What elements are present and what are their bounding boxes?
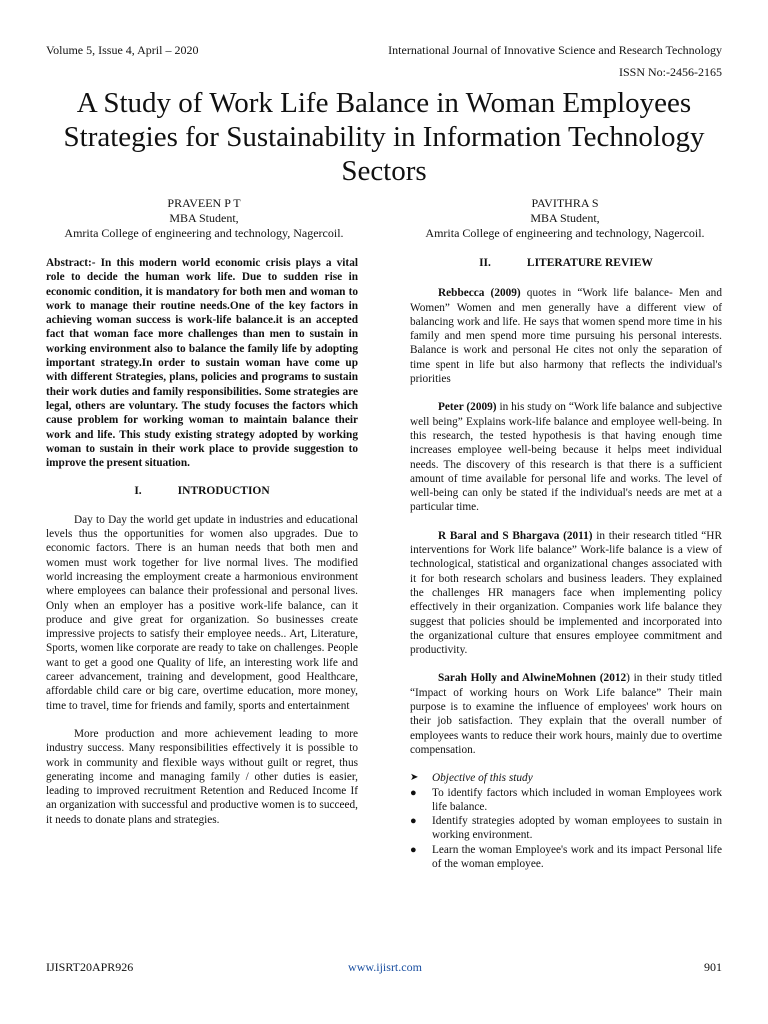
reference-author: Peter (2009) xyxy=(438,401,497,414)
right-column xyxy=(410,256,722,871)
page-number: 901 xyxy=(704,960,722,974)
literature-paragraph xyxy=(410,529,722,658)
bullet-icon: ● xyxy=(410,786,417,799)
section-number: I. xyxy=(134,485,142,498)
intro-paragraph-1: Day to Day the world get update in industries and educational levels thus the opportunities for women also upgrades. Due to economic factors. There is an human needs that both men and women must work together for live normal lives. The modified world increasing the employment create a harmonious environment where employees can balance their professional and personal lives. Only when an employer has a positive work-life balance, can it produce and give great for organization. So businesses create impressive projects to satisfy their employee needs.. Art, Literature, Sports, women like corporate are ready to take on challenges. People want to get a good one Quality of life, an interesting work life and career advancement, training and development, good Healthcare, affordable child care or big care, overtime education, more money, time to travel, time for friends and family, sports and entertainment xyxy=(46,513,358,712)
arrow-bullet-icon: ➤ xyxy=(410,772,419,784)
literature-paragraph xyxy=(410,671,722,757)
bullet-icon: ● xyxy=(410,843,417,856)
author-block-2 xyxy=(406,196,724,241)
objective-list xyxy=(410,786,722,872)
author-role: MBA Student, xyxy=(530,211,600,225)
literature-paragraph xyxy=(410,286,722,386)
author-affiliation: Amrita College of engineering and technology, Nagercoil. xyxy=(64,226,344,240)
objective-heading xyxy=(410,771,722,785)
list-item xyxy=(410,814,722,843)
section-number: II. xyxy=(479,257,491,269)
journal-url-link[interactable]: www.ijisrt.com xyxy=(348,960,422,974)
literature-paragraph xyxy=(410,400,722,514)
paper-title: A Study of Work Life Balance in Woman Employees Strategies for Sustainability in Information Technology Sectors xyxy=(63,87,705,187)
reference-text: ) in their study titled “Impact of working hours on Work Life balance” Their main purpose is to examine the influence of employees' work hours on their job satisfaction. They explain that the overall number of employees wants to reduce their work hours, mainly due to overtime compensation. xyxy=(410,672,723,756)
abstract: Abstract:- In this modern world economic crisis plays a vital role to decide the human work life. Due to sudden rise in economic condition, it is mandatory for both men and woman to work to manage their routine needs.One of the key factors in achieving woman success is work-life balance.it is an accepted fact that woman face more challenges than men to sustain in working environment also to balance the family life by adopting important strategy.In order to sustain woman have come up with different Strategies, plans, policies and programs to sustain their work duties and family responsibilities. Some strategies are legal, others are voluntary. The study focuses the factors which cause problem for working woman to maintain balance their work and life. This study existing strategy adopted by working woman to sustain in their work place to provide suggestion to improve the present situation. xyxy=(46,257,358,470)
objective-heading-text: Objective of this study xyxy=(432,772,533,785)
list-item-text: Learn the woman Employee's work and its impact Personal life of the woman employee. xyxy=(432,843,722,870)
list-item-text: Identify strategies adopted by woman employees to sustain in working environment. xyxy=(432,815,722,842)
reference-author: Rebbecca (2009) xyxy=(438,287,521,300)
author-affiliation: Amrita College of engineering and technology, Nagercoil. xyxy=(425,226,705,240)
section-heading-introduction xyxy=(46,484,358,498)
reference-text: quotes in “Work life balance- Men and Women” Women and men generally have a different view of balancing work and life. He says that women spend more time in his family and men spend more time pursuing his personal interests. Balance is work and personal He cites not only the separation of time spent in life but also harmony that reflects the individual's priorities xyxy=(410,287,722,386)
author-name: PAVITHRA S xyxy=(531,196,599,210)
list-item xyxy=(410,843,722,872)
reference-text: in his study on “Work life balance and subjective well being” Explains work-life balance and employee well-being. In this research, the tested hypothesis is that having enough time increases employee well-being because it helps meet individual needs. The discovery of this research is that there is a sufficient amount of time available for personal life and works. The level of well-being can only be stated if the individual's needs are met at a particular time. xyxy=(410,401,723,514)
journal-name: International Journal of Innovative Science and Research Technology xyxy=(388,43,722,57)
reference-text: in their research titled “HR interventions for Work life balance” Work-life balance is a view of technological, statistical and organizational changes associated with it for both research scholars and business leaders. They explained the challenges HR managers face when implementing policy effectively in their organization. Companies work life balance they suggest that policies should be implemented and incorporated into the organizational culture that ensures employee commitment and productivity. xyxy=(410,529,722,657)
author-role: MBA Student, xyxy=(169,211,239,225)
section-title: LITERATURE REVIEW xyxy=(526,257,653,269)
author-block-1 xyxy=(44,196,364,241)
left-column xyxy=(46,256,358,827)
journal-issn: ISSN No:-2456-2165 xyxy=(618,65,722,79)
reference-author: Sarah Holly and AlwineMohnen (2012 xyxy=(438,672,627,685)
reference-author: R Baral and S Bhargava (2011) xyxy=(438,529,593,542)
author-name: PRAVEEN P T xyxy=(167,196,241,210)
section-title: INTRODUCTION xyxy=(177,485,270,498)
paper-code: IJISRT20APR926 xyxy=(46,960,134,974)
list-item-text: To identify factors which included in woman Employees work life balance. xyxy=(432,786,722,813)
journal-volume: Volume 5, Issue 4, April – 2020 xyxy=(46,43,199,57)
section-heading-literature-review xyxy=(410,256,722,270)
bullet-icon: ● xyxy=(410,815,417,828)
intro-paragraph-2: More production and more achievement leading to more industry success. Many responsibilities effectively it is possible to work in community and flexible ways without guilt or regret, thus generating income and managing family / other duties is easier, leading to improved recruitment Retention and Reduced Income If an organization with successful and productive women is to succeed, it needs to donate plans and strategies. xyxy=(46,727,358,826)
list-item xyxy=(410,786,722,815)
